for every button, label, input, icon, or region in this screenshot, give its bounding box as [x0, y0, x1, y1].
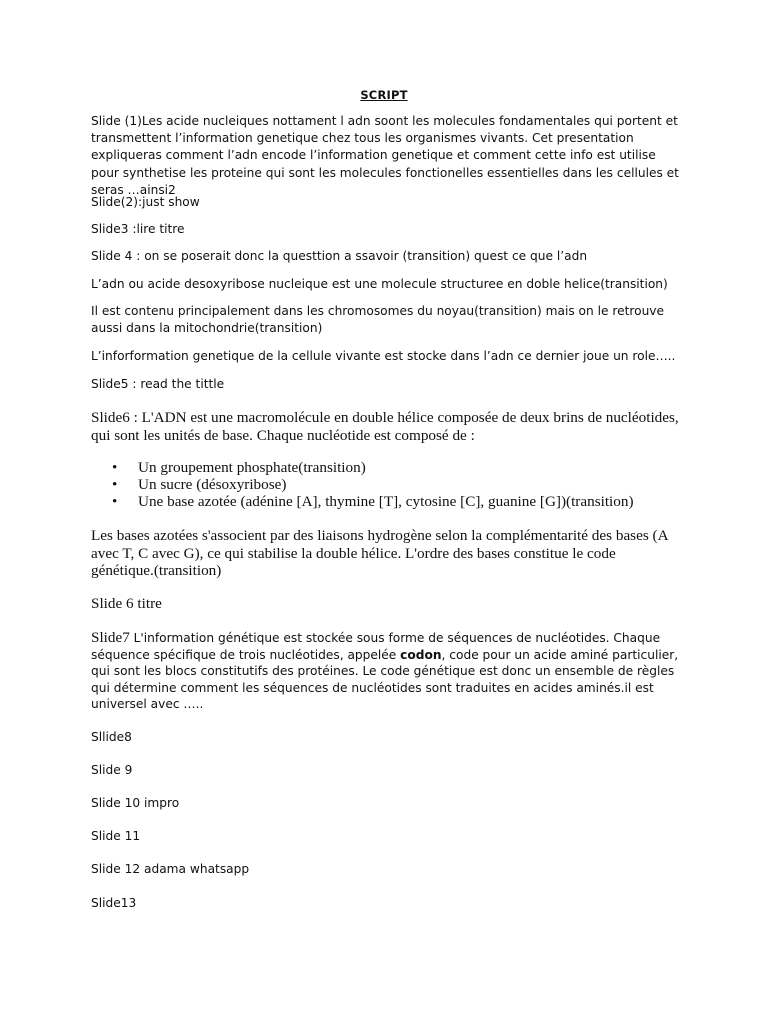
bullet-marker: •: [112, 492, 118, 510]
list-item-text: Une base azotée (adénine [A], thymine [T], cytosine [C], guanine [G])(transition): [138, 492, 634, 510]
codon-term: codon: [400, 647, 442, 662]
list-item-text: Un sucre (désoxyribose): [138, 475, 287, 493]
document-title: SCRIPT: [360, 88, 408, 102]
paragraph-slide4: Slide 4 : on se poserait donc la questtion a ssavoir (transition) quest ce que l’adn: [91, 249, 588, 263]
paragraph-slide6-title: Slide 6 titre: [91, 595, 162, 612]
paragraph-slide7: [91, 629, 679, 713]
paragraph-slide2: Slide(2):just show: [91, 195, 200, 209]
bullet-marker: •: [112, 459, 118, 476]
paragraph-slide5: Slide5 : read the tittle: [91, 377, 225, 391]
list-item: [91, 460, 679, 477]
paragraph-slide11: Slide 11: [91, 829, 141, 843]
paragraph-adn-location: Il est contenu principalement dans les chromosomes du noyau(transition) mais on le retrouve aussi dans la mitochondrie(transition): [91, 304, 665, 336]
slide7-text-a: L'information génétique est stockée sous forme de séquences de nucléotides. Chaque séquence spécifique de trois nucléotides, appelée: [91, 631, 661, 662]
list-item: [91, 477, 679, 494]
list-item-text: Un groupement phosphate(transition): [138, 459, 366, 476]
slide7-text-b: , code pour un acide aminé particulier, qui sont les blocs constitutifs des protéines. Le code génétique est donc un ensemble de règles qui détermine comment les séquences de nucléotides sont traduites en acides aminés.il est universel avec …..: [91, 647, 679, 712]
paragraph-slide12: Slide 12 adama whatsapp: [91, 862, 250, 876]
paragraph-adn-definition: L’adn ou acide desoxyribose nucleique est une molecule structuree en doble helice(transition): [91, 277, 668, 291]
paragraph-slide6: Slide6 : L'ADN est une macromolécule en double hélice composée de deux brins de nucléotides, qui sont les unités de base. Chaque nucléotide est composé de :: [91, 409, 679, 444]
nucleotide-components-list: [91, 460, 679, 510]
paragraph-slide13: Slide13: [91, 896, 137, 910]
paragraph-genetic-info: L’inforformation genetique de la cellule vivante est stocke dans l’adn ce dernier joue un role…..: [91, 349, 676, 363]
paragraph-slide8: Sllide8: [91, 730, 132, 744]
paragraph-base-pairing: Les bases azotées s'associent par des liaisons hydrogène selon la complémentarité des bases (A avec T, C avec G), ce qui stabilise la double hélice. L'ordre des bases constitue le code génétique.(transition): [91, 527, 668, 580]
paragraph-slide1: Slide (1)Les acide nucleiques nottament l adn soont les molecules fondamentales qui portent et transmettent l’information genetique chez tous les organismes vivants. Cet presentation expliqueras comment l’adn encode l’information genetique et comment cette info est utilise pour synthetise les proteine qui sont les molecules fonctionelles essentielles dans les cellules et seras …ainsi2: [91, 114, 679, 197]
paragraph-slide10: Slide 10 impro: [91, 796, 180, 810]
paragraph-slide3: Slide3 :lire titre: [91, 222, 185, 236]
bullet-marker: •: [112, 475, 118, 493]
slide7-lead: Slide7: [91, 629, 134, 646]
paragraph-slide9: Slide 9: [91, 763, 133, 777]
list-item: [91, 494, 679, 511]
